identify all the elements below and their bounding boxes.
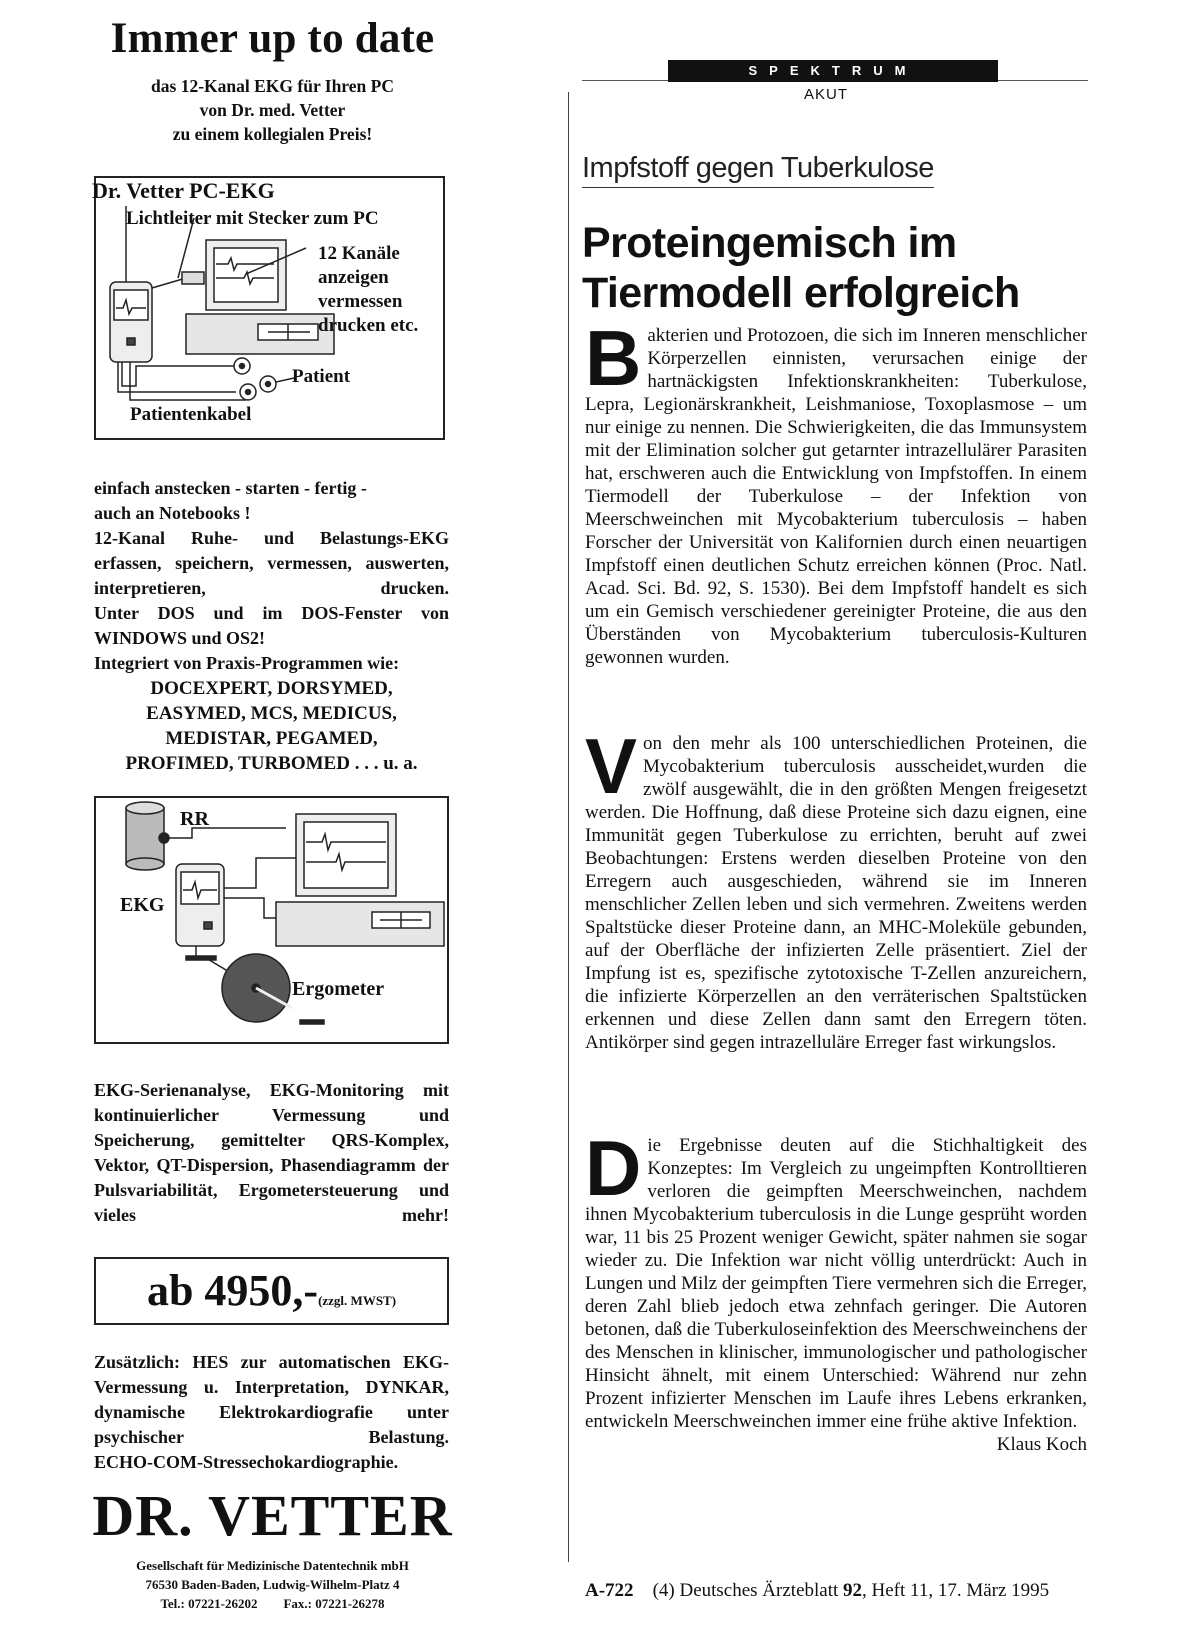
program-line: PROFIMED, TURBOMED . . . u. a.: [125, 753, 418, 774]
company-address: [90, 1556, 455, 1613]
subsection-label: AKUT: [804, 86, 849, 103]
pc-ekg-diagram: [94, 176, 445, 440]
article-paragraph-3: [585, 1124, 1087, 1456]
section-label: SPEKTRUM: [668, 60, 998, 82]
feature-list: [318, 242, 418, 338]
ad-subtitle: [90, 74, 455, 146]
price-note: (zzgl. MWST): [318, 1293, 397, 1308]
issue-info: , Heft 11, 17. März 1995: [862, 1580, 1050, 1601]
paragraph-text: ie Ergebnisse deuten auf die Stichhaltigkeit des Konzeptes: Im Vergleich zu ungeimpften Kontrolltieren verloren die geimpften Meerschweinchen, nachdem ihnen Mycobakterium tuberculosis in die Lunge gesprüht worden war, 11 bis 25 Prozent weniger Gewicht, später nahmen sie sogar wieder zu. Die Infektion war nicht völlig unterdrückt: Auch in Lungen und Milz der geimpften Tiere vermehren sich die Erreger, deren Zahl blieb jedoch etwa zehnfach geringer. Die Autoren betonen, daß die Tuberkuloseinfektion des Meerschweinchens der des Menschen in klinischer, immunologischer und pathologischer Hinsicht ähnelt, mit einem Unterschied: Während nur zehn Prozent infizierter Menschen im Laufe ihres Lebens erkranken, entwickeln Meerschweinchen immer eine frühe aktive Infektion.: [585, 1135, 1087, 1432]
ad-features-text: [94, 476, 449, 776]
feature-item: anzeigen: [318, 267, 389, 288]
feature-item: 12 Kanäle: [318, 243, 400, 264]
ad-paragraph: Unter DOS und im DOS-Fenster von WINDOWS und OS2!: [94, 603, 449, 648]
journal-name: (4) Deutsches Ärzteblatt: [652, 1580, 839, 1601]
brand-name: DR. VETTER: [92, 1483, 453, 1548]
paragraph-text: akterien und Protozoen, die sich im Inneren menschlicher Körperzellen einnisten, verursachen einige der hartnäckigsten Infektionskrankheiten: Tuberkulose, Lepra, Legionärskrankheit, Leishmaniose, Toxoplasmose – um nur einige zu nennen. Die Schwierigkeiten, die das Immunsystem mit der Elimination solcher gut getarnter intrazellulärer Parasiten hat, erschweren auch die Entwicklung von Impfstoffen. In einem Tiermodell der Tuberkulose – der Infektion von Meerschweinchen mit Mycobakterium tuberculosis – haben Forscher der Universität von Kalifornien durch einen neuartigen Impfstoff einen deutlichen Schutz erreichen können (Proc. Natl. Acad. Sci. Bd. 92, S. 1530). Bei dem Impfstoff handelt es sich um ein Gemisch verschiedener gereinigter Proteine, die aus den Überständen von Mycobakterium tuberculosis-Kulturen gewonnen wurden.: [585, 325, 1087, 668]
ad-line: Integriert von Praxis-Programmen wie:: [94, 653, 400, 673]
ad-line: einfach anstecken - starten - fertig -: [94, 478, 367, 498]
ad-monitoring-text: EKG-Serienanalyse, EKG-Monitoring mit kontinuierlicher Vermessung und Speicherung, gemittelter QRS-Komplex, Vektor, QT-Dispersion, Phasendiagramm der Pulsvariabilität, Ergometersteuerung und vieles mehr!: [94, 1080, 449, 1225]
journal-volume: 92: [843, 1580, 863, 1601]
feature-item: drucken etc.: [318, 315, 419, 336]
address-line: Tel.: 07221-26202 Fax.: 07221-26278: [160, 1596, 385, 1611]
article-kicker: Impfstoff gegen Tuberkulose: [582, 152, 934, 188]
program-line: DOCEXPERT, DORSYMED,: [150, 678, 393, 699]
price-amount: ab 4950,-: [146, 1266, 319, 1315]
rr-label: RR: [180, 808, 209, 830]
drop-cap: V: [585, 722, 638, 810]
ergometer-diagram: [94, 796, 449, 1044]
ad-subtitle-line: zu einem kollegialen Preis!: [172, 124, 373, 144]
patient-label: Patient: [292, 366, 351, 387]
page-footer: [585, 1580, 1087, 1602]
price-box: [94, 1257, 449, 1325]
ad-subtitle-line: das 12-Kanal EKG für Ihren PC: [151, 76, 394, 96]
ad-line: auch an Notebooks !: [94, 503, 251, 523]
ergometer-label: Ergometer: [292, 978, 385, 1000]
program-line: EASYMED, MCS, MEDICUS,: [146, 703, 397, 724]
address-line: Gesellschaft für Medizinische Datentechnik mbH: [136, 1558, 409, 1573]
headline-line: Tiermodell erfolgreich: [582, 269, 1020, 317]
ergometer-illustration: [96, 798, 451, 1046]
article-paragraph-2: [585, 722, 1087, 1054]
diagram-heading: Dr. Vetter PC-EKG: [92, 178, 275, 203]
column-divider: [568, 92, 569, 1562]
feature-item: vermessen: [318, 291, 403, 312]
program-line: MEDISTAR, PEGAMED,: [165, 728, 378, 749]
ad-addons-paragraph: Zusätzlich: HES zur automatischen EKG-Vermessung u. Interpretation, DYNKAR, dynamische Elektrokardiografie unter psychischer Belastung.: [94, 1352, 449, 1447]
ad-title: Immer up to date: [110, 15, 435, 62]
ad-addons-text: [94, 1350, 449, 1475]
drop-cap: B: [585, 314, 642, 402]
address-line: 76530 Baden-Baden, Ludwig-Wilhelm-Platz 4: [145, 1577, 400, 1592]
page-number: A-722: [585, 1580, 634, 1601]
cable-label: Lichtleiter mit Stecker zum PC: [126, 208, 379, 229]
article-headline: [582, 218, 1102, 318]
paragraph-text: on den mehr als 100 unterschiedlichen Proteinen, die Mycobakterium tuberculosis ausscheidet,wurden die zwölf ausgewählt, die in den größten Mengen freigesetzt werden. Die Hoffnung, daß diese Proteine sich dazu eignen, eine Immunität gegen Tuberkulose zu errichten, beruht auf zwei Beobachtungen: Erstens werden dieselben Proteine von den Erregern auch ausgeschieden, während sie im Inneren menschlicher Zellen leben und sich vermehren. Zweitens werden Spaltstücke dieser Proteine dann, an MHC-Moleküle gebunden, auf der Oberfläche der infizierten Zelle präsentiert. Ziel der Impfung ist es, spezifische zytotoxische T-Zellen anzureichern, die infizierte Körperzellen an den verräterischen Spaltstücken erkennen und diese Zellen dann samt den Erregern töten. Antikörper sind gegen intrazelluläre Erreger fast wirkungslos.: [585, 733, 1087, 1053]
drop-cap: D: [585, 1124, 642, 1212]
ad-paragraph: 12-Kanal Ruhe- und Belastungs-EKG erfassen, speichern, vermessen, auswerten, interpretieren, drucken.: [94, 528, 449, 598]
ekg-label: EKG: [120, 894, 165, 916]
article-paragraph-1: [585, 314, 1087, 669]
ad-addons-last-line: ECHO-COM-Stressechokardiographie.: [94, 1452, 399, 1472]
patient-cable-label: Patientenkabel: [130, 404, 252, 425]
ad-subtitle-line: von Dr. med. Vetter: [199, 100, 346, 120]
article-author: Klaus Koch: [996, 1434, 1087, 1455]
headline-line: Proteingemisch im: [582, 219, 957, 267]
